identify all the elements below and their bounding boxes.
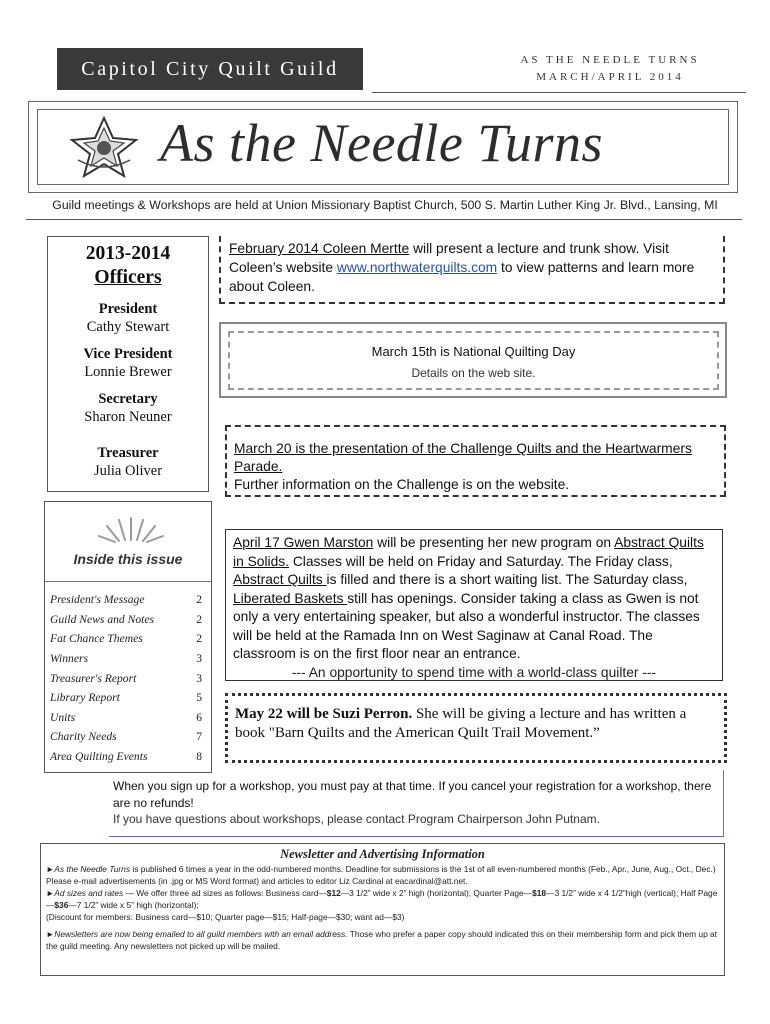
april-text: will be presenting her new program on: [373, 535, 615, 550]
toc-item[interactable]: [50, 672, 202, 685]
newsletter-publishing: [46, 863, 718, 887]
guild-name: Capitol City Quilt Guild: [81, 57, 339, 80]
toc-page: 6: [196, 711, 202, 724]
april-text: is filled and there is a short waiting list. The Saturday class,: [326, 572, 688, 587]
issue-date: MARCH/APRIL 2014: [536, 71, 684, 83]
toc-title: Charity Needs: [50, 730, 117, 743]
officer-name: Julia Oliver: [93, 463, 163, 479]
toc-title: President's Message: [50, 593, 145, 606]
guild-name-banner: [57, 48, 363, 90]
price-business-card: $12: [326, 888, 341, 898]
officers-panel: [47, 236, 209, 492]
newsletter-name: As the Needle Turns: [54, 864, 131, 874]
logo-wordmark: As the Needle Turns: [160, 113, 603, 173]
toc-page: 5: [196, 691, 202, 704]
member-discount: (Discount for members: Business card—$10; Quarter page—$15; Half-page—$30; want ad—$3): [46, 912, 405, 922]
newsletter-info: [40, 843, 725, 976]
masthead-frame: [37, 109, 729, 185]
april-class-baskets: Liberated Baskets: [233, 590, 348, 606]
challenge-details: Further information on the Challenge is on the website.: [234, 477, 570, 492]
officer-role: President: [98, 301, 158, 317]
toc-page: 3: [196, 652, 202, 665]
officers-heading: Officers: [94, 267, 162, 288]
toc-item[interactable]: [50, 730, 202, 743]
workshop-refund-warning: When you sign up for a workshop, you must pay at that time. If you cancel your registration for a workshop, there are no refunds!: [113, 779, 712, 810]
toc-item[interactable]: [50, 691, 202, 704]
toc-page: 2: [196, 632, 202, 645]
website-link[interactable]: www.northwaterquilts.com: [336, 260, 498, 275]
toc-heading: Inside this issue: [73, 551, 183, 567]
meeting-location: Guild meetings & Workshops are held at Union Missionary Baptist Church, 500 S. Martin Luther King Jr. Blvd., Lansing, MI: [52, 198, 718, 212]
officer-name: Lonnie Brewer: [84, 364, 172, 380]
arrow-icon: ►: [46, 929, 55, 939]
toc-item[interactable]: [50, 632, 202, 645]
officer-name: Sharon Neuner: [84, 409, 172, 425]
newsletter-ad-rates: [46, 887, 718, 923]
ad-rates-text: —7 1/2” wide x 5” high (horizontal);: [68, 900, 199, 910]
officer-role: Vice President: [83, 346, 173, 362]
publishing-text: is published 6 times a year in the odd-numbered months. Deadline for submissions is the 1st of all even-numbered months (Feb., Apr., June, Aug., Oct., Dec.) Please e-mail advertisements (in .jpg or MS Word format) and articles to editor Liz Cardinal at eacardinal@att.net.: [46, 864, 716, 886]
email-notice-text: Those who prefer a paper copy should indicated this on their membership form and pick them up at the guild meeting. Any newsletters not picked up will be mailed.: [46, 929, 718, 951]
toc-divider: [45, 581, 211, 582]
masthead: [28, 101, 738, 193]
april-tagline: --- An opportunity to spend time with a world-class quilter ---: [291, 664, 657, 680]
newsletter-email-notice: [46, 928, 718, 952]
toc-item[interactable]: [50, 711, 202, 724]
toc-title: Guild News and Notes: [50, 613, 155, 626]
officer-role: Treasurer: [97, 445, 159, 461]
officers-years: 2013-2014: [85, 243, 171, 264]
star-quilt-logo-icon: [68, 116, 140, 178]
april-announcement: [225, 529, 723, 681]
arrow-icon: ►: [46, 888, 55, 898]
newsletter-title: Newsletter and Advertising Information: [280, 847, 485, 861]
ad-rates-text: — We offer three ad sizes as follows: Business card—: [123, 888, 327, 898]
toc-title: Winners: [50, 652, 89, 665]
price-quarter-page: $18: [532, 888, 547, 898]
february-lead: February 2014 Coleen Mertte: [229, 241, 410, 256]
issue-heading: [470, 52, 750, 86]
february-announcement: [219, 236, 725, 304]
issue-title: AS THE NEEDLE TURNS: [520, 54, 700, 66]
toc-item[interactable]: [50, 652, 202, 665]
toc-title: Units: [50, 711, 76, 724]
workshop-policy: [109, 770, 724, 837]
toc-item[interactable]: [50, 593, 202, 606]
officer-name: Cathy Stewart: [86, 319, 170, 335]
ad-rates-lead: Ad sizes and rates: [54, 888, 124, 898]
email-notice-lead: Newsletters are now being emailed to all guild members with an email address.: [54, 929, 348, 939]
may-text: She will be giving a lecture and has written a book "Barn Quilts and the American Quilt Trail Movement.”: [235, 706, 687, 741]
toc-page: 3: [196, 672, 202, 685]
price-half-page: $36: [54, 900, 69, 910]
officer-role: Secretary: [98, 391, 158, 407]
april-lead: April 17 Gwen Marston: [233, 535, 374, 550]
quilting-day-details: Details on the web site.: [411, 366, 536, 380]
inside-this-issue: [44, 501, 212, 773]
quilting-day-panel: [228, 331, 719, 390]
february-text-end: to view patterns and learn more about Coleen.: [229, 260, 695, 294]
ad-rates-text: —3 1/2” wide x 2” high (horizontal); Quarter Page—: [340, 888, 533, 898]
header-divider: [372, 92, 746, 93]
toc-page: 7: [196, 730, 202, 743]
toc-page: 2: [196, 593, 202, 606]
toc-page: 2: [196, 613, 202, 626]
challenge-headline: March 20 is the presentation of the Challenge Quilts and the Heartwarmers Parade.: [234, 441, 692, 474]
location-divider: [26, 219, 742, 220]
toc-item[interactable]: [50, 750, 202, 763]
arrow-icon: ►: [46, 864, 55, 874]
february-text: will present a lecture and trunk show. Visit Coleen’s website: [229, 241, 669, 275]
quilting-day-notice: [219, 322, 727, 398]
april-text: still has openings. Consider taking a class as Gwen is not only a very entertaining speaker, but also a wonderful instructor. The classes will be held at the Ramada Inn on West Saginaw at Canal Road. The classroom is on the first floor near an entrance.: [233, 590, 700, 661]
april-text: Classes will be held on Friday and Saturday. The Friday class,: [288, 553, 673, 569]
toc-title: Treasurer's Report: [50, 672, 137, 685]
sunburst-icon: [93, 512, 169, 544]
workshop-contact: If you have questions about workshops, please contact Program Chairperson John Putnam.: [113, 812, 600, 826]
toc-title: Fat Chance Themes: [50, 632, 143, 645]
toc-page: 8: [196, 750, 202, 763]
april-class-abstract: Abstract Quilts: [233, 572, 327, 587]
may-announcement: [225, 693, 727, 763]
challenge-announcement: [225, 425, 726, 497]
april-program: Abstract Quilts in Solids.: [233, 535, 704, 569]
toc-item[interactable]: [50, 613, 202, 626]
ad-rates-text: —3 1/2” wide x 4 1/2”high (vertical); Half Page—: [46, 888, 718, 910]
toc-title: Area Quilting Events: [50, 750, 148, 763]
may-lead: May 22 will be Suzi Perron.: [235, 706, 413, 722]
toc-title: Library Report: [50, 691, 120, 704]
quilting-day-title: March 15th is National Quilting Day: [371, 344, 576, 359]
